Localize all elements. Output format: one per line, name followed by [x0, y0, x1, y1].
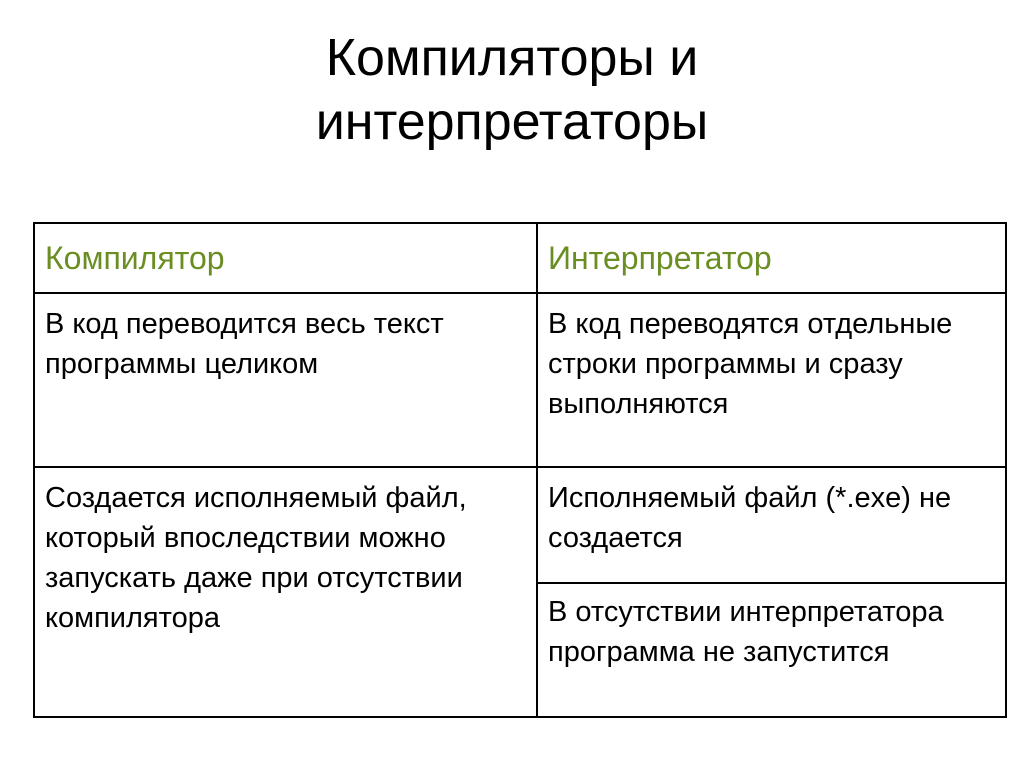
interpreter-cell: В отсутствии интерпретатора программа не запустится [537, 583, 1006, 717]
comparison-table [33, 222, 1007, 718]
table-row [34, 467, 1006, 583]
table-header-row [34, 223, 1006, 293]
table-row [34, 293, 1006, 467]
column-header-compiler: Компилятор [34, 223, 537, 293]
title-line-1: Компиляторы и [325, 29, 699, 87]
column-header-interpreter: Интерпретатор [537, 223, 1006, 293]
compiler-cell: В код переводится весь текст программы целиком [34, 293, 537, 467]
slide-title [0, 26, 1024, 154]
title-line-2: интерпретаторы [315, 93, 709, 151]
compiler-cell: Создается исполняемый файл, который впоследствии можно запускать даже при отсутствии компилятора [34, 467, 537, 717]
interpreter-cell: В код переводятся отдельные строки программы и сразу выполняются [537, 293, 1006, 467]
interpreter-cell: Исполняемый файл (*.exe) не создается [537, 467, 1006, 583]
